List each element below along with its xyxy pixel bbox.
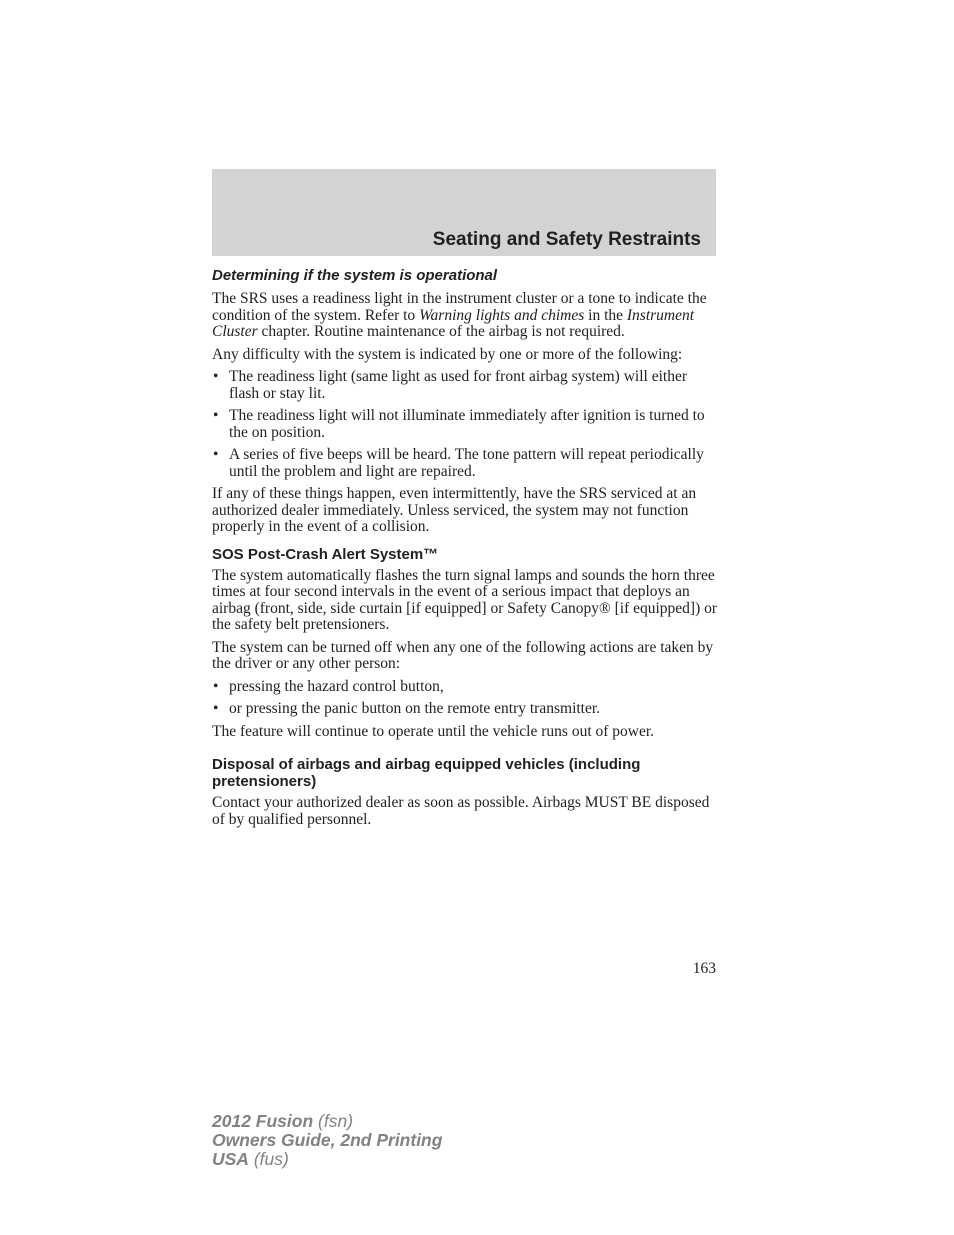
page-content <box>212 266 718 834</box>
page-number: 163 <box>692 960 716 977</box>
list-item: • or pressing the panic button on the remote entry transmitter. <box>213 700 601 717</box>
reference-warning-lights: Warning lights and chimes <box>419 306 585 324</box>
list-item: • pressing the hazard control button, <box>213 677 444 695</box>
list-item: • A series of five beeps will be heard. The tone pattern will repeat periodically until the problem and light are repaired. <box>213 446 704 480</box>
paragraph-sos-description: The system automatically flashes the turn signal lamps and sounds the horn three times at four second intervals in the event of a serious impact that deploys an airbag (front, side, side curtain [if equipped] or Safety Canopy® [if equipped]) or the safety belt pretensioners. <box>212 566 718 633</box>
footer-line-model: 2012 Fusion (fsn) <box>212 1111 354 1131</box>
paragraph-difficulty: Any difficulty with the system is indicated by one or more of the following: <box>212 345 683 363</box>
bullet-icon: • <box>213 677 219 695</box>
list-item: • The readiness light will not illuminate immediately after ignition is turned to the on position. <box>213 407 705 441</box>
document-footer <box>212 1112 442 1169</box>
paragraph-sos-power: The feature will continue to operate until the vehicle runs out of power. <box>212 722 655 740</box>
section-heading-operational: Determining if the system is operational <box>212 267 498 284</box>
paragraph-service: If any of these things happen, even intermittently, have the SRS serviced at an authorized dealer immediately. Unless serviced, the system may not function properly in the event of a collision. <box>212 485 697 535</box>
chapter-header-band <box>212 169 716 256</box>
paragraph-readiness: The SRS uses a readiness light in the instrument cluster or a tone to indicate the condition of the system. Refer to Warning lights and chimes in the Instrument Cluster chapter. Routine maintenance of the airbag is not required. <box>212 290 707 340</box>
difficulty-list <box>212 369 718 480</box>
section-heading-sos: SOS Post-Crash Alert System™ <box>212 545 439 563</box>
section-heading-disposal: Disposal of airbags and airbag equipped vehicles (including pretensioners) <box>212 756 641 790</box>
list-item: • The readiness light (same light as used for front airbag system) will either flash or stay lit. <box>213 368 687 402</box>
paragraph-sos-turnoff: The system can be turned off when any one of the following actions are taken by the driver or any other person: <box>212 638 714 672</box>
bullet-icon: • <box>213 700 219 717</box>
footer-line-region: USA (fus) <box>212 1149 289 1169</box>
bullet-icon: • <box>213 407 219 424</box>
footer-line-printing: Owners Guide, 2nd Printing <box>212 1130 443 1150</box>
bullet-icon: • <box>213 368 219 385</box>
bullet-icon: • <box>213 446 219 463</box>
paragraph-disposal: Contact your authorized dealer as soon as possible. Airbags MUST BE disposed of by qualified personnel. <box>212 794 710 828</box>
chapter-title: Seating and Safety Restraints <box>432 229 701 250</box>
turnoff-list <box>212 679 718 718</box>
reference-instrument-cluster: Instrument Cluster <box>212 306 695 340</box>
